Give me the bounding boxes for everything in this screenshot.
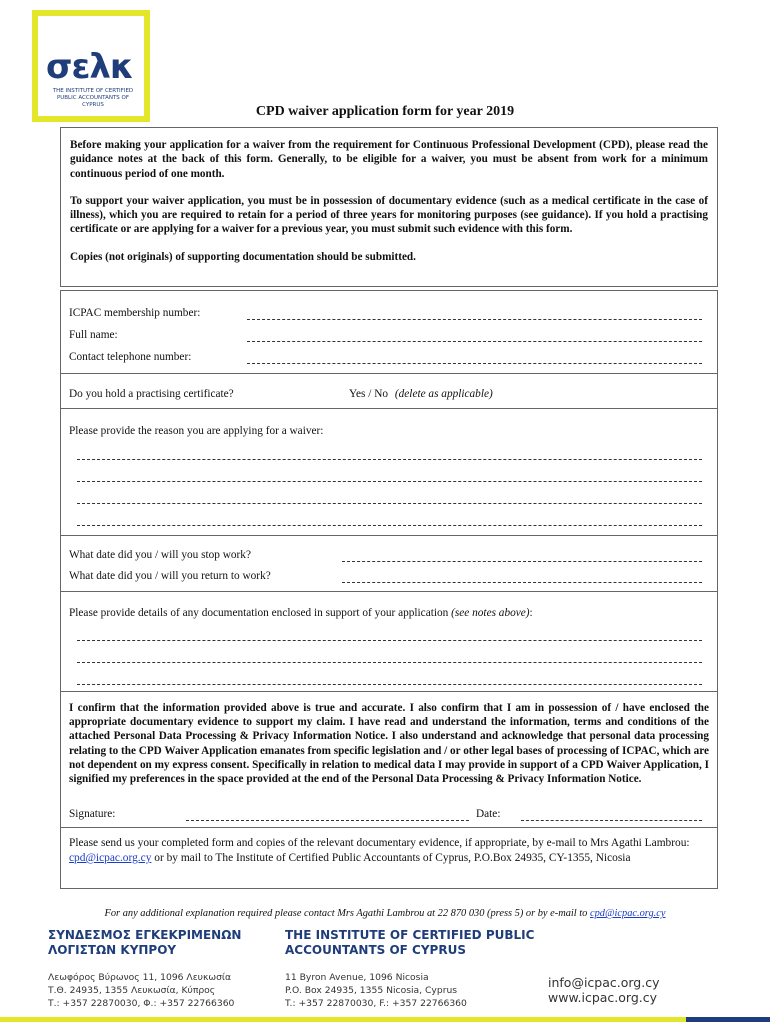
greek-org-name-2: ΛΟΓΙΣΤΩΝ ΚΥΠΡΟΥ (48, 943, 177, 957)
practising-answer[interactable] (349, 388, 493, 400)
info-email[interactable]: info@icpac.org.cy (548, 975, 660, 990)
english-address-1: 11 Byron Avenue, 1096 Nicosia (285, 972, 429, 983)
send-instructions: Please send us your completed form and copies of the relevant documentary evidence, if appropriate, by e-mail to Mrs Agathi Lambrou: cpd@icpac.org.cy or by mail to The Institute of Certified Public Accountants of Cyprus, P.O.Box 24935, CY-1355, Nicosia (69, 837, 690, 864)
footer-greek (48, 928, 241, 1010)
english-org-name-2: ACCOUNTANTS OF CYPRUS (285, 943, 466, 957)
footer-blue-bar (686, 1017, 770, 1022)
documentation-note: (see notes above) (451, 607, 530, 619)
send-section (60, 827, 718, 889)
reason-section (60, 408, 718, 536)
reason-label: Please provide the reason you are applying for a waiver: (69, 425, 324, 437)
greek-org-name-1: ΣΥΝΔΕΣΜΟΣ ΕΓΚΕΚΡΙΜΕΝΩΝ (48, 928, 242, 942)
signature-field[interactable] (186, 820, 469, 821)
documentation-line-2[interactable] (77, 662, 702, 663)
documentation-section (60, 591, 718, 692)
practising-question: Do you hold a practising certificate? (69, 388, 234, 400)
intro-paragraph-3: Copies (not originals) of supporting documentation should be submitted. (70, 250, 416, 263)
membership-number-field[interactable] (247, 319, 702, 320)
phone-label: Contact telephone number: (69, 351, 192, 363)
yes-no-option[interactable]: Yes / No (349, 388, 389, 400)
stop-date-label: What date did you / will you stop work? (69, 549, 251, 561)
logo-subtitle: THE INSTITUTE OF CERTIFIED PUBLIC ACCOUNTANTS OF CYPRUS (52, 88, 134, 108)
confirmation-section (60, 691, 718, 828)
return-date-field[interactable] (342, 582, 702, 583)
english-org-name-1: THE INSTITUTE OF CERTIFIED PUBLIC (285, 928, 535, 942)
phone-field[interactable] (247, 363, 702, 364)
documentation-line-3[interactable] (77, 684, 702, 685)
confirmation-text: I confirm that the information provided above is true and accurate. I also confirm that I am in possession of / have enclosed the appropriate documentary evidence to support my claim. I have read and understand the information, terms and conditions of the attached Personal Data Processing & Privacy Information Notice. I also understand and acknowledge that personal data processing relating to the CPD Waiver Application emanates from specific legislation and / or other legal bases of processing of ICPAC, which are not dependent on my express consent. Specifically in relation to medical data I may provide in support of a CPD Waiver Application, I signified my preferences in the space provided at the end of the Personal Data Processing & Privacy Information Notice. (69, 702, 709, 786)
documentation-line-1[interactable] (77, 640, 702, 641)
footer-email-link[interactable]: cpd@icpac.org.cy (589, 908, 666, 919)
details-section (60, 290, 718, 374)
english-address-3: T.: +357 22870030, F.: +357 22766360 (285, 998, 467, 1009)
delete-note: (delete as applicable) (394, 388, 493, 400)
cpd-email-link[interactable]: cpd@icpac.org.cy (69, 852, 152, 864)
footer-contact (548, 975, 659, 1005)
signature-label: Signature: (69, 808, 116, 820)
greek-address-2: Τ.Θ. 24935, 1355 Λευκωσία, Κύπρος (48, 985, 216, 996)
intro-paragraph-2: To support your waiver application, you must be in possession of documentary evidence (such as a medical certificate in the case of illness), which you are required to retain for a period of three years for monitoring purposes (see guidance). If you hold a practising certificate or are applying for a waiver for a previous year, you must submit such evidence with this form. (70, 194, 708, 236)
greek-address-1: Λεωφόρος Βύρωνος 11, 1096 Λευκωσία (48, 972, 232, 983)
website-link[interactable]: www.icpac.org.cy (548, 990, 658, 1005)
intro-paragraph-1: Before making your application for a waiver from the requirement for Continuous Professional Development (CPD), please read the guidance notes at the back of this form. Generally, to be eligible for a waiver, you must be absent from work for a minimum continuous period of one month. (70, 139, 708, 180)
fullname-field[interactable] (247, 341, 702, 342)
intro-section (60, 127, 718, 287)
return-date-label: What date did you / will you return to work? (69, 570, 271, 582)
footer-english (285, 928, 534, 1010)
reason-line-4[interactable] (77, 525, 702, 526)
stop-date-field[interactable] (342, 561, 702, 562)
reason-line-2[interactable] (77, 481, 702, 482)
greek-address-3: Τ.: +357 22870030, Φ.: +357 22766360 (48, 998, 235, 1009)
documentation-label: Please provide details of any documentation enclosed in support of your application (see notes above): (69, 607, 533, 619)
reason-line-3[interactable] (77, 503, 702, 504)
membership-label: ICPAC membership number: (69, 307, 201, 319)
reason-line-1[interactable] (77, 459, 702, 460)
footer-yellow-bar (0, 1017, 686, 1022)
fullname-label: Full name: (69, 329, 118, 341)
practising-section (60, 373, 718, 409)
date-label: Date: (476, 808, 501, 820)
form-title: CPD waiver application form for year 2019 (255, 104, 515, 119)
dates-section (60, 535, 718, 592)
signature-date-field[interactable] (521, 820, 702, 821)
footer-note: For any additional explanation required please contact Mrs Agathi Lambrou at 22 870 030 (press 5) or by e-mail to cpd@icpac.org.cy (104, 908, 666, 919)
logo-wordmark: σελκ (46, 47, 134, 87)
english-address-2: P.O. Box 24935, 1355 Nicosia, Cyprus (285, 985, 458, 996)
